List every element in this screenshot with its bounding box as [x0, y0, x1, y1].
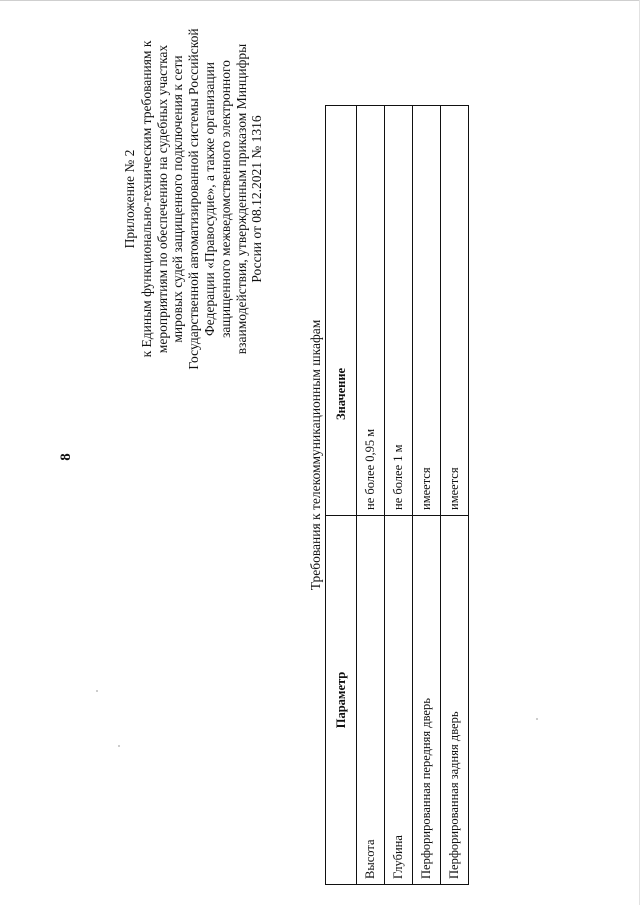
table-cell-parameter: Перфорированная передняя дверь — [413, 516, 441, 885]
appendix-line: мероприятиям по обеспечению на судебных участках — [154, 44, 170, 354]
column-header-value: Значение — [326, 106, 357, 516]
appendix-line: взаимодействия, утвержденным приказом Минцифры — [233, 43, 249, 355]
table-row — [357, 106, 385, 885]
appendix-line: мировых судей защищенного подключения к сети — [170, 55, 186, 343]
table-caption: Требования к телекоммуникационным шкафам — [308, 319, 323, 591]
table-cell-parameter: Перфорированная задняя дверь — [441, 516, 469, 885]
appendix-line: Федерации «Правосудие», а также организации — [201, 62, 217, 337]
table-cell-value: не более 0,95 м — [357, 106, 385, 516]
table-row — [385, 106, 413, 885]
page-number: 8 — [58, 453, 74, 461]
appendix-line: Государственной автоматизированной системы Российской — [186, 28, 202, 370]
table-cell-parameter: Высота — [357, 516, 385, 885]
table-row — [413, 106, 441, 885]
table-header-row — [326, 106, 357, 885]
scan-speck — [536, 718, 538, 720]
scan-speck — [96, 690, 98, 692]
appendix-line: защищенного межведомственного электронного — [217, 60, 233, 338]
table-cell-value: имеется — [441, 106, 469, 516]
appendix-header — [122, 9, 265, 389]
column-header-parameter: Параметр — [326, 516, 357, 885]
table-cell-value: имеется — [413, 106, 441, 516]
scan-top-edge — [0, 0, 640, 1]
table-row — [441, 106, 469, 885]
appendix-title: Приложение № 2 — [122, 149, 137, 249]
table-cell-value: не более 1 м — [385, 106, 413, 516]
requirements-table — [325, 105, 469, 885]
table-cell-parameter: Глубина — [385, 516, 413, 885]
appendix-line: к Единым функционально-техническим требованиям к — [138, 40, 154, 358]
rotated-document-page — [20, 20, 620, 895]
appendix-line: России от 08.12.2021 № 1316 — [249, 115, 265, 283]
scan-speck — [118, 745, 120, 747]
